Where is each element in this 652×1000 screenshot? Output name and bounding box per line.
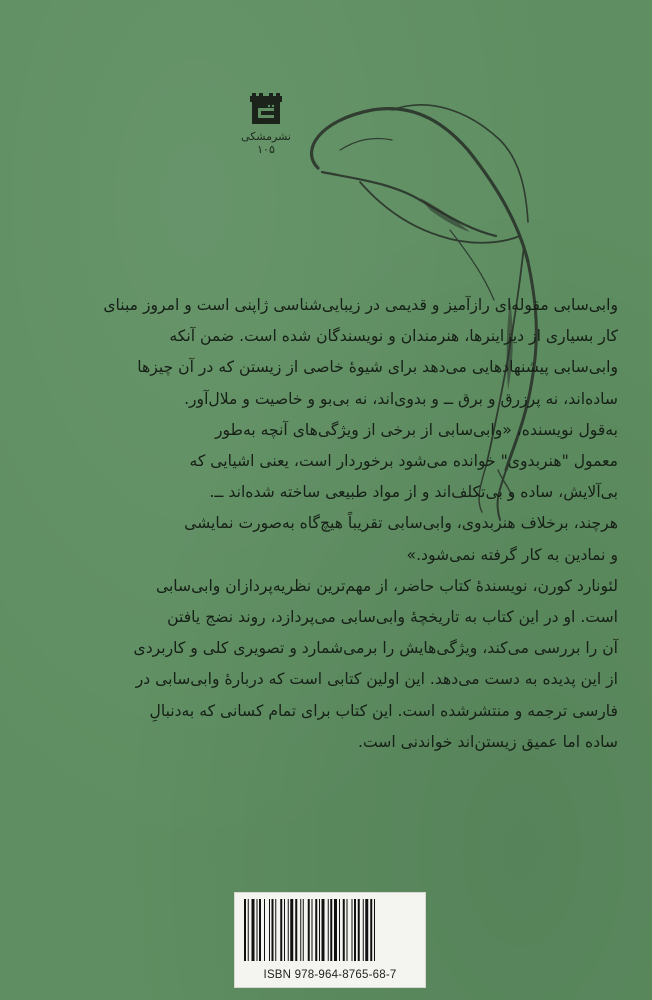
barcode-bar — [328, 899, 329, 961]
barcode-bar — [257, 899, 258, 961]
barcode-bar — [339, 899, 340, 961]
publisher-label: نشرمشکی ۱۰۵ — [241, 130, 291, 156]
blurb-text — [70, 290, 618, 758]
blurb-line: هرچند، برخلاف هنربدوی، وابی‌سابی تقریباً هیچ‌گاه به‌صورت نمایشی — [184, 514, 618, 533]
blurb-line: معمول "هنربدوی" خوانده می‌شود برخوردار است، یعنی اشیایی که — [189, 452, 618, 471]
barcode-bar — [288, 899, 289, 961]
barcode-bar — [244, 899, 246, 961]
barcode-bar — [290, 899, 293, 961]
barcode — [243, 899, 417, 961]
blurb-line: کار بسیاری از دیزاینرها، هنرمندان و نویسندگان شده است. ضمن آنکه — [169, 327, 618, 346]
blurb-line: است. او در این کتاب به تاریخچهٔ وابی‌سابی می‌پردازد، روند نضج یافتن — [167, 608, 618, 627]
barcode-bar — [284, 899, 285, 961]
barcode-bar — [347, 899, 348, 961]
blurb-line: از این پدیده به دست می‌دهد. این اولین کتابی است که دربارهٔ وابی‌سابی در — [135, 670, 618, 689]
blurb-line: لئونارد کورن، نویسندهٔ کتاب حاضر، از مهم‌ترین نظریه‌پردازان وابی‌سابی — [155, 576, 618, 595]
barcode-bar — [343, 899, 345, 961]
barcode-bar — [269, 899, 270, 961]
barcode-bar — [272, 899, 274, 961]
barcode-bar — [308, 899, 310, 961]
barcode-bar — [295, 899, 297, 961]
barcode-bar — [374, 899, 375, 961]
barcode-bar — [280, 899, 282, 961]
blurb-line: وابی‌سابی پیشنهادهایی می‌دهد برای شیوهٔ خاصی از زیستن که در آن چیزها — [137, 358, 618, 377]
barcode-bar — [252, 899, 255, 961]
blurb-line: فارسی ترجمه و منتشرشده است. این کتاب برای تمام کسانی که به‌دنبالِ — [149, 701, 618, 720]
barcode-bar — [303, 899, 304, 961]
blurb-line: بی‌آلایش، ساده و بی‌تکلف‌اند و از مواد طبیعی ساخته شده‌اند ــ. — [209, 483, 618, 502]
blurb-line: و نمادین به کار گرفته نمی‌شود.» — [406, 545, 618, 564]
blurb-line: ساده اما عمیق زیستن‌اند خواندنی است. — [358, 732, 618, 751]
barcode-bar — [319, 899, 320, 961]
barcode-bar — [334, 899, 337, 961]
barcode-bar — [322, 899, 325, 961]
blurb-line: آن را بررسی می‌کند، ویژگی‌هایش را برمی‌شمارد و تصویری کلی و کاربردی — [133, 639, 618, 658]
barcode-bar — [363, 899, 364, 961]
barcode-bar — [312, 899, 313, 961]
barcode-label — [234, 892, 426, 988]
barcode-bar — [300, 899, 301, 961]
barcode-bar — [248, 899, 249, 961]
barcode-bar — [352, 899, 353, 961]
barcode-bar — [365, 899, 368, 961]
barcode-bar — [259, 899, 261, 961]
barcode-bar — [354, 899, 356, 961]
blurb-line: ساده‌اند، نه پرزرق و برق ــ و بدوی‌اند، نه بی‌بو و خاصیت و ملال‌آور. — [184, 389, 618, 408]
barcode-bar — [358, 899, 360, 961]
barcode-bar — [275, 899, 276, 961]
isbn-number: ISBN 978-964-8765-68-7 — [263, 969, 397, 981]
blurb-line: به‌قول نویسنده، «وابی‌سابی از برخی از ویژگی‌های آنچه به‌طور — [214, 420, 618, 439]
barcode-bar — [315, 899, 317, 961]
barcode-bar — [264, 899, 265, 961]
blurb-line: وابی‌سابی مقوله‌ای رازآمیز و قدیمی در زیبایی‌شناسی ژاپنی است و امروز مبنای — [103, 296, 618, 314]
barcode-bar — [330, 899, 332, 961]
barcode-bar — [370, 899, 372, 961]
